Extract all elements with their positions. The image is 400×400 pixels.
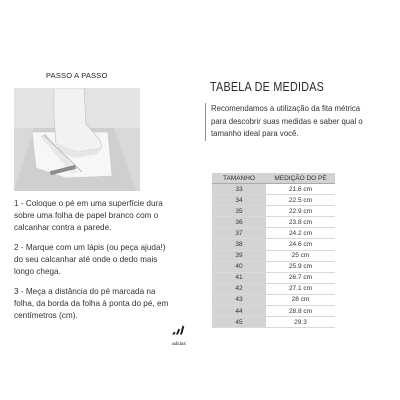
size-cell: 35 (212, 206, 266, 217)
step-1-text: 1 - Coloque o pé em uma superfície dura sobre uma folha de papel branco com o calcanhar contra a parede. (14, 199, 163, 232)
size-cell: 34 (212, 195, 266, 206)
measurement-cell: 23.8 cm (266, 217, 335, 228)
measurement-cell: 21.6 cm (266, 184, 335, 195)
measurement-cell: 22.9 cm (266, 206, 335, 217)
adidas-performance-logo-icon (171, 325, 187, 335)
measurement-cell: 25 cm (266, 250, 335, 261)
step-2-text: 2 - Marque com um lápis (ou peça ajuda!) do seu calcanhar até onde o dedo mais longo chega. (14, 243, 166, 276)
size-cell: 42 (212, 283, 266, 294)
measurement-cell: 28.8 cm (266, 306, 335, 317)
table-row (212, 261, 335, 272)
size-cell: 40 (212, 261, 266, 272)
measurement-cell: 25.9 cm (266, 261, 335, 272)
size-table (212, 173, 335, 328)
size-cell: 36 (212, 217, 266, 228)
table-row (212, 317, 335, 328)
table-row (212, 228, 335, 239)
table-row (212, 239, 335, 250)
measurement-cell: 24.6 cm (266, 239, 335, 250)
size-cell: 39 (212, 250, 266, 261)
measurement-cell: 27.1 cm (266, 283, 335, 294)
measurement-cell: 26.7 cm (266, 272, 335, 283)
size-cell: 33 (212, 184, 266, 195)
foot-measuring-photo (14, 88, 140, 191)
size-cell: 43 (212, 294, 266, 305)
size-cell: 41 (212, 272, 266, 283)
header-foot-measurement: MEDIÇÃO DO PÉ (266, 173, 335, 184)
table-row (212, 184, 335, 195)
size-cell: 45 (212, 317, 266, 328)
table-row (212, 294, 335, 305)
measurement-cell: 22.5 cm (266, 195, 335, 206)
table-row (212, 283, 335, 294)
intro-paragraph: Recomendamos a utilização da fita métrica para descobrir suas medidas e saber qual o tamanho ideal para você. (205, 103, 365, 141)
size-cell: 37 (212, 228, 266, 239)
instructions (14, 198, 170, 330)
measurement-cell: 28 cm (266, 294, 335, 305)
table-row (212, 195, 335, 206)
size-cell: 44 (212, 306, 266, 317)
adidas-logo-text: adidas (172, 341, 186, 346)
size-cell: 38 (212, 239, 266, 250)
table-row (212, 250, 335, 261)
step-3-text: 3 - Meça a distância do pé marcada na folha, da borda da folha à ponta do pé, em centímetros (cm). (14, 287, 169, 320)
step-by-step-title: PASSO A PASSO (46, 71, 108, 80)
header-size: TAMANHO (212, 173, 266, 184)
table-row (212, 206, 335, 217)
table-row (212, 306, 335, 317)
table-row (212, 217, 335, 228)
table-row (212, 272, 335, 283)
page-title: TABELA DE MEDIDAS (210, 80, 325, 94)
size-table-header (212, 173, 335, 184)
measurement-cell: 29.3 (266, 317, 335, 328)
measurement-cell: 24.2 cm (266, 228, 335, 239)
adidas-logo (168, 322, 190, 346)
